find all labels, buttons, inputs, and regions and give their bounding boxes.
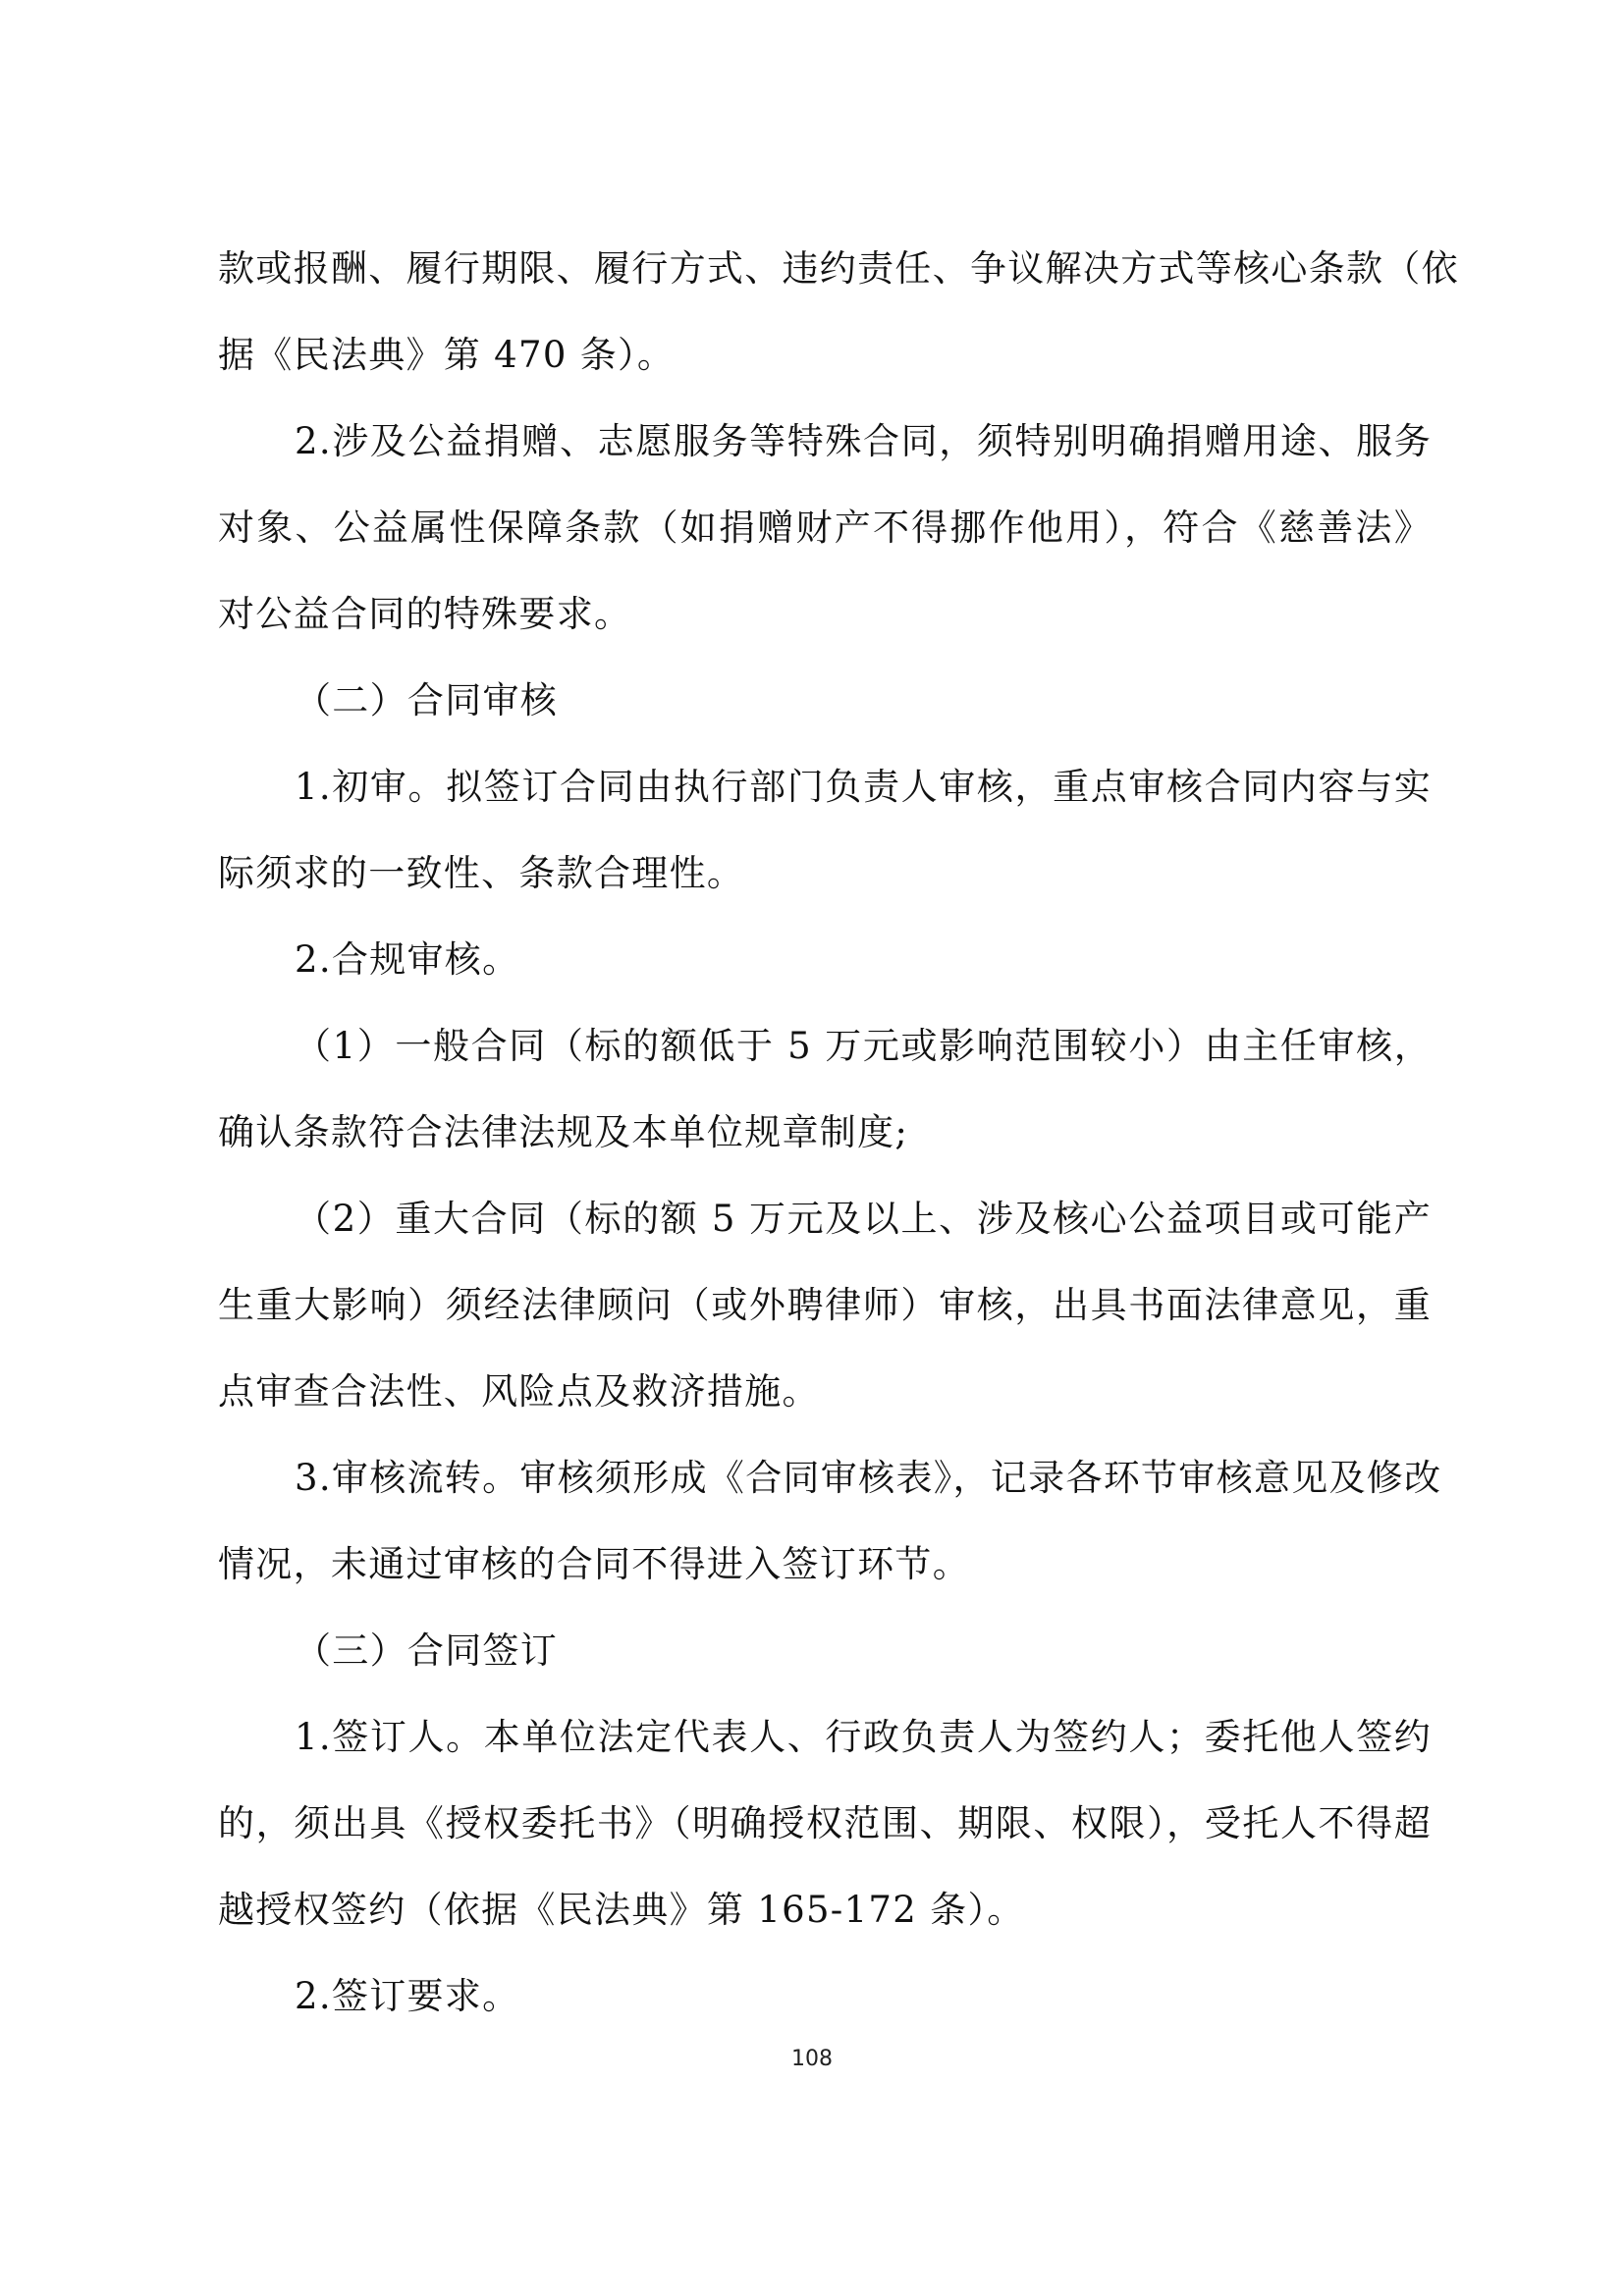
text-line: （2）重大合同（标的额 5 万元及以上、涉及核心公益项目或可能产 — [295, 1198, 1432, 1240]
page-number: 108 — [791, 2047, 833, 2071]
text-line: 2.合规审核。 — [295, 938, 520, 981]
text-line: 2.涉及公益捐赠、志愿服务等特殊合同，须特别明确捐赠用途、服务 — [295, 420, 1432, 462]
text-line: 越授权签约（依据《民法典》第 165-172 条）。 — [218, 1889, 1025, 1931]
text-line: 对公益合同的特殊要求。 — [218, 593, 632, 635]
text-line: 确认条款符合法律法规及本单位规章制度; — [218, 1111, 909, 1153]
text-line: 生重大影响）须经法律顾问（或外聘律师）审核，出具书面法律意见，重 — [218, 1284, 1432, 1326]
text-line: 1.初审。拟签订合同由执行部门负责人审核，重点审核合同内容与实 — [295, 766, 1432, 808]
text-line: 3.审核流转。审核须形成《合同审核表》，记录各环节审核意见及修改 — [295, 1457, 1442, 1499]
text-line: 际须求的一致性、条款合理性。 — [218, 852, 745, 894]
text-line: 对象、公益属性保障条款（如捐赠财产不得挪作他用），符合《慈善法》 — [218, 507, 1432, 549]
section-heading: （三）合同签订 — [295, 1629, 559, 1672]
text-line: 2.签订要求。 — [295, 1975, 520, 2017]
text-line: 1.签订人。本单位法定代表人、行政负责人为签约人；委托他人签约 — [295, 1716, 1432, 1758]
text-line: 点审查合法性、风险点及救济措施。 — [218, 1370, 820, 1413]
text-line: 款或报酬、履行期限、履行方式、违约责任、争议解决方式等核心条款（依 — [218, 247, 1459, 290]
text-line: （1）一般合同（标的额低于 5 万元或影响范围较小）由主任审核， — [295, 1025, 1432, 1067]
text-line: 的，须出具《授权委托书》（明确授权范围、期限、权限），受托人不得超 — [218, 1802, 1432, 1844]
text-line: 情况，未通过审核的合同不得进入签订环节。 — [218, 1543, 970, 1585]
text-line: 据《民法典》第 470 条）。 — [218, 334, 676, 376]
section-heading: （二）合同审核 — [295, 679, 559, 721]
